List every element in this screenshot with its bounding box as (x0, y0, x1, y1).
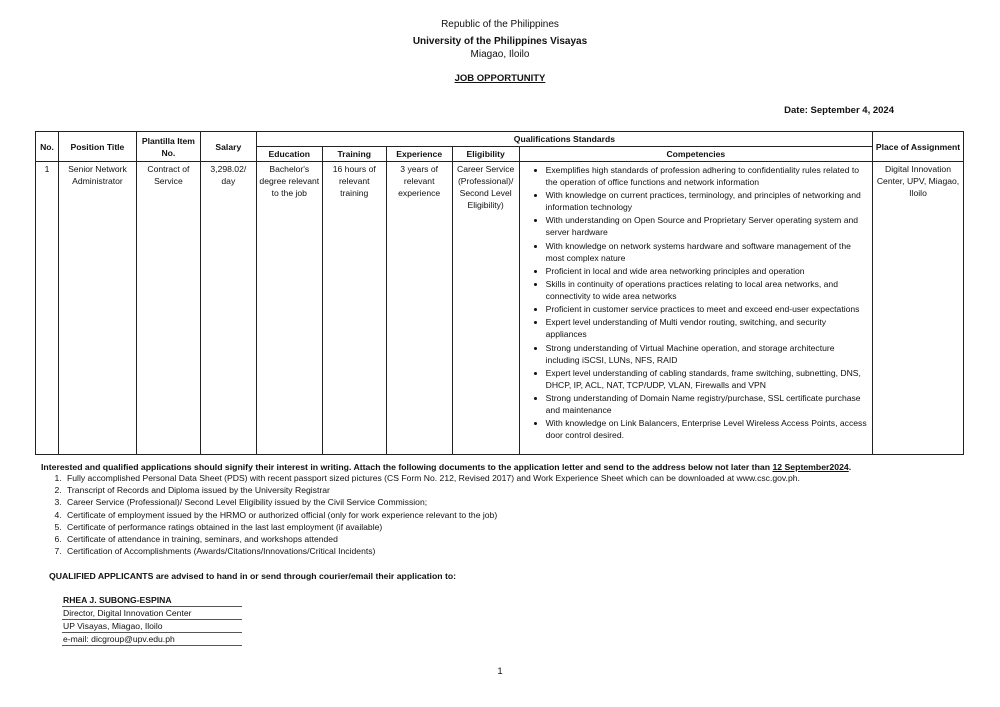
competency-item: • With knowledge on network systems hardware and software management of the most complex nature (546, 240, 868, 264)
contact-title: Director, Digital Innovation Center (62, 607, 242, 620)
deadline: 12 September2024 (772, 462, 849, 472)
col-header-eligibility: Eligibility (452, 147, 519, 162)
competency-list (532, 164, 868, 441)
competency-item: • With knowledge on current practices, terminology, and principles of networking and information technology (546, 189, 868, 213)
requirement-item: 4. Certificate of employment issued by the HRMO or authorized official (only for work experience relevant to the job) (64, 509, 800, 521)
col-header-place: Place of Assignment (873, 132, 964, 162)
requirement-item: 5. Certificate of performance ratings obtained in the last last employment (if available) (64, 521, 800, 533)
col-header-qualifications: Qualifications Standards (256, 132, 872, 147)
job-table (35, 131, 964, 455)
competency-item: • With understanding on Open Source and Proprietary Server operating system and server hardware (546, 214, 868, 238)
header-republic: Republic of the Philippines (441, 19, 559, 30)
page-title: JOB OPPORTUNITY (454, 73, 546, 84)
col-header-plantilla: Plantilla Item No. (136, 132, 200, 162)
requirement-item: 3. Career Service (Professional)/ Second Level Eligibility issued by the Civil Service Commission; (64, 496, 800, 508)
cell-experience: 3 years of relevant experience (386, 162, 452, 455)
competency-item: • Strong understanding of Virtual Machine operation, and storage architecture including iSCSI, LUNs, NFS, RAID (546, 342, 868, 366)
cell-training: 16 hours of relevant training (322, 162, 386, 455)
competency-item: • Skills in continuity of operations practices relating to local area networks, and connectivity to wide area networks (546, 278, 868, 302)
cell-position: Senior Network Administrator (58, 162, 136, 455)
table-header-row (36, 132, 964, 147)
col-header-competencies: Competencies (519, 147, 872, 162)
requirement-item: 1. Fully accomplished Personal Data Sheet (PDS) with recent passport sized pictures (CS Form No. 212, Revised 2017) and Work Experience Sheet which can be downloaded at www.csc.gov.ph. (64, 472, 800, 484)
col-header-education: Education (256, 147, 322, 162)
header-location: Miagao, Iloilo (470, 49, 530, 60)
requirement-item: 2. Transcript of Records and Diploma issued by the University Registrar (64, 484, 800, 496)
contact-address: UP Visayas, Miagao, Iloilo (62, 620, 242, 633)
cell-place: Digital Innovation Center, UPV, Miagao, Iloilo (873, 162, 964, 455)
col-header-salary: Salary (200, 132, 256, 162)
cell-plantilla: Contract of Service (136, 162, 200, 455)
application-instructions: Interested and qualified applications should signify their interest in writing. Attach the following documents to the application letter and send to the address below not later than 12 September2024. (41, 462, 852, 472)
competency-item: • Proficient in local and wide area networking principles and operation (546, 265, 868, 277)
page-number: 1 (497, 666, 503, 677)
requirement-item: 7. Certification of Accomplishments (Awards/Citations/Innovations/Critical Incidents) (64, 545, 800, 557)
competency-item: • Strong understanding of Domain Name registry/purchase, SSL certificate purchase and maintenance (546, 392, 868, 416)
competency-item: • Proficient in customer service practices to meet and exceed end-user expectations (546, 303, 868, 315)
col-header-position: Position Title (58, 132, 136, 162)
submission-advice: QUALIFIED APPLICANTS are advised to hand in or send through courier/email their application to: (49, 571, 457, 581)
requirement-item: 6. Certificate of attendance in training, seminars, and workshops attended (64, 533, 800, 545)
cell-salary: 3,298.02/ day (200, 162, 256, 455)
competency-item: • Expert level understanding of Multi vendor routing, switching, and security appliances (546, 316, 868, 340)
cell-competencies (519, 162, 872, 455)
competency-item: • With knowledge on Link Balancers, Enterprise Level Wireless Access Points, access door control desired. (546, 417, 868, 441)
col-header-training: Training (322, 147, 386, 162)
col-header-experience: Experience (386, 147, 452, 162)
cell-no: 1 (36, 162, 59, 455)
col-header-no: No. (36, 132, 59, 162)
header-university: University of the Philippines Visayas (412, 36, 588, 47)
table-row (36, 162, 964, 455)
competency-item: • Exemplifies high standards of profession adhering to confidentiality rules related to the operation of office functions and network information (546, 164, 868, 188)
posting-date: Date: September 4, 2024 (784, 105, 894, 116)
cell-education: Bachelor's degree relevant to the job (256, 162, 322, 455)
requirements-list (46, 472, 800, 557)
contact-name: RHEA J. SUBONG-ESPINA (62, 594, 242, 607)
competency-item: • Expert level understanding of cabling standards, frame switching, subnetting, DNS, DHCP, IP, ACL, NAT, TCP/UDP, VLAN, Firewalls and VPN (546, 367, 868, 391)
contact-email: e-mail: dicgroup@upv.edu.ph (62, 633, 242, 646)
contact-block (62, 594, 242, 646)
cell-eligibility: Career Service (Professional)/ Second Level Eligibility) (452, 162, 519, 455)
